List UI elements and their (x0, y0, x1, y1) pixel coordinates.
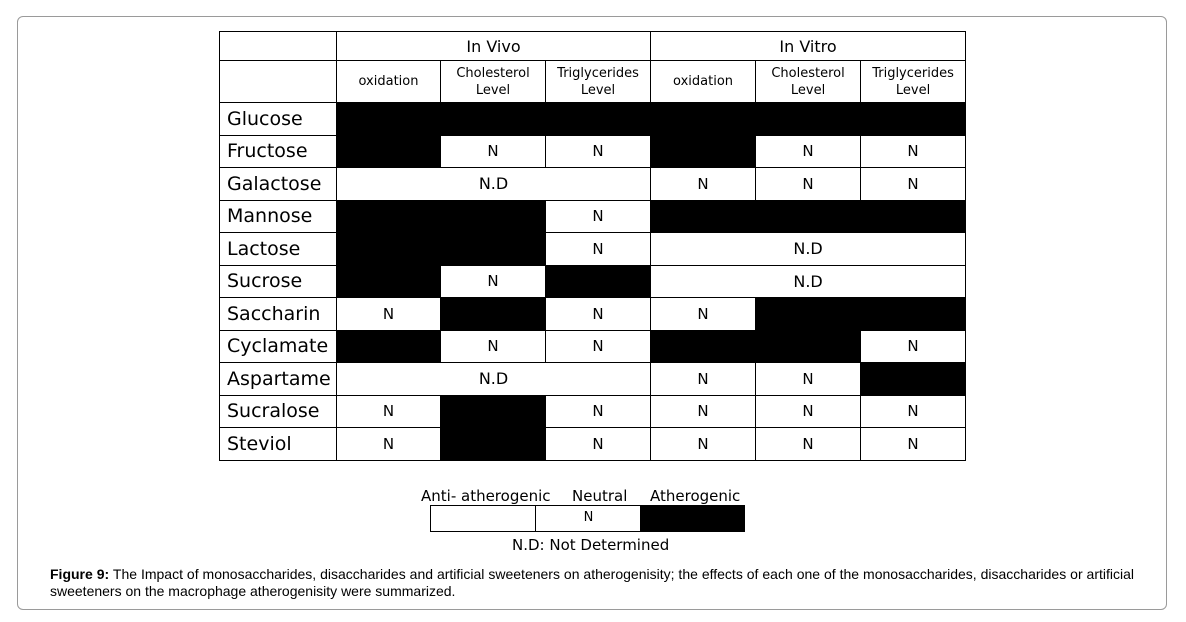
subheader-oxidation: oxidation (337, 61, 441, 103)
subheader-cholesterol-level: Cholesterol Level (441, 61, 546, 103)
caption-text: The Impact of monosaccharides, disaccharides and artificial sweeteners on atherogenisity; the effects of each one of the monosaccharides, disaccharides or artificial sweeteners on the macrophage atherogenisity were summarized. (50, 566, 1135, 599)
table-row (220, 103, 966, 136)
not-determined-cell: N.D (651, 233, 966, 266)
neutral-cell: N (756, 363, 861, 396)
row-label: Sucralose (220, 395, 337, 428)
atherogenic-cell (337, 103, 966, 136)
atherogenicity-table (219, 31, 966, 461)
neutral-cell: N (337, 428, 441, 461)
subheader-oxidation: oxidation (651, 61, 756, 103)
legend-atherogenic-swatch (640, 505, 745, 532)
neutral-cell: N (756, 395, 861, 428)
row-label: Galactose (220, 168, 337, 201)
row-label: Mannose (220, 200, 337, 233)
subheader-triglycerides-level: Triglycerides Level (546, 61, 651, 103)
atherogenic-cell (441, 428, 546, 461)
figure-caption (50, 566, 1134, 600)
neutral-cell: N (441, 265, 546, 298)
table-row (220, 330, 966, 363)
neutral-cell: N (546, 428, 651, 461)
row-label: Cyclamate (220, 330, 337, 363)
atherogenic-cell (441, 298, 546, 331)
row-label: Lactose (220, 233, 337, 266)
corner-cell (220, 32, 337, 61)
atherogenic-cell (546, 265, 651, 298)
neutral-cell: N (441, 330, 546, 363)
legend-anti-atherogenic-label: Anti- atherogenic (421, 487, 551, 505)
atherogenic-cell (651, 200, 966, 233)
neutral-cell: N (546, 395, 651, 428)
neutral-cell: N (861, 168, 966, 201)
atherogenic-cell (861, 363, 966, 396)
row-label: Sucrose (220, 265, 337, 298)
neutral-cell: N (546, 298, 651, 331)
neutral-cell: N (861, 428, 966, 461)
row-label: Saccharin (220, 298, 337, 331)
neutral-cell: N (861, 330, 966, 363)
atherogenic-cell (756, 298, 966, 331)
legend-neutral-swatch: N (535, 505, 642, 532)
neutral-cell: N (651, 395, 756, 428)
legend-atherogenic-label: Atherogenic (650, 487, 741, 505)
subheader-cholesterol-level: Cholesterol Level (756, 61, 861, 103)
table-row (220, 428, 966, 461)
group-header-in-vitro: In Vitro (651, 32, 966, 61)
row-label: Glucose (220, 103, 337, 136)
not-determined-cell: N.D (337, 168, 651, 201)
subheader-triglycerides-level: Triglycerides Level (861, 61, 966, 103)
row-label: Aspartame (220, 363, 337, 396)
table-row (220, 233, 966, 266)
group-header-in-vivo: In Vivo (337, 32, 651, 61)
atherogenic-cell (651, 330, 861, 363)
atherogenic-cell (337, 265, 441, 298)
table-row (220, 298, 966, 331)
not-determined-cell: N.D (337, 363, 651, 396)
neutral-cell: N (756, 428, 861, 461)
neutral-cell: N (756, 135, 861, 168)
neutral-cell: N (861, 395, 966, 428)
neutral-cell: N (546, 233, 651, 266)
neutral-cell: N (651, 363, 756, 396)
table-row (220, 363, 966, 396)
atherogenic-cell (337, 135, 441, 168)
neutral-cell: N (651, 428, 756, 461)
neutral-cell: N (546, 200, 651, 233)
nd-footnote: N.D: Not Determined (512, 536, 670, 554)
neutral-cell: N (441, 135, 546, 168)
atherogenic-cell (651, 135, 756, 168)
neutral-cell: N (546, 135, 651, 168)
table-row (220, 265, 966, 298)
subheader-row (220, 61, 966, 103)
row-label: Fructose (220, 135, 337, 168)
neutral-cell: N (337, 298, 441, 331)
row-label: Steviol (220, 428, 337, 461)
neutral-cell: N (337, 395, 441, 428)
neutral-cell: N (651, 168, 756, 201)
table-row (220, 200, 966, 233)
neutral-cell: N (546, 330, 651, 363)
neutral-cell: N (861, 135, 966, 168)
not-determined-cell: N.D (651, 265, 966, 298)
corner-cell (220, 61, 337, 103)
group-header-row (220, 32, 966, 61)
neutral-cell: N (651, 298, 756, 331)
table-body (220, 103, 966, 461)
neutral-cell: N (756, 168, 861, 201)
atherogenic-cell (337, 200, 546, 233)
legend-anti-atherogenic-swatch (430, 505, 537, 532)
atherogenic-cell (337, 330, 441, 363)
table-row (220, 135, 966, 168)
caption-label: Figure 9: (50, 566, 110, 582)
atherogenic-cell (441, 395, 546, 428)
legend-neutral-label: Neutral (572, 487, 628, 505)
table-row (220, 395, 966, 428)
table-row (220, 168, 966, 201)
atherogenic-cell (337, 233, 546, 266)
